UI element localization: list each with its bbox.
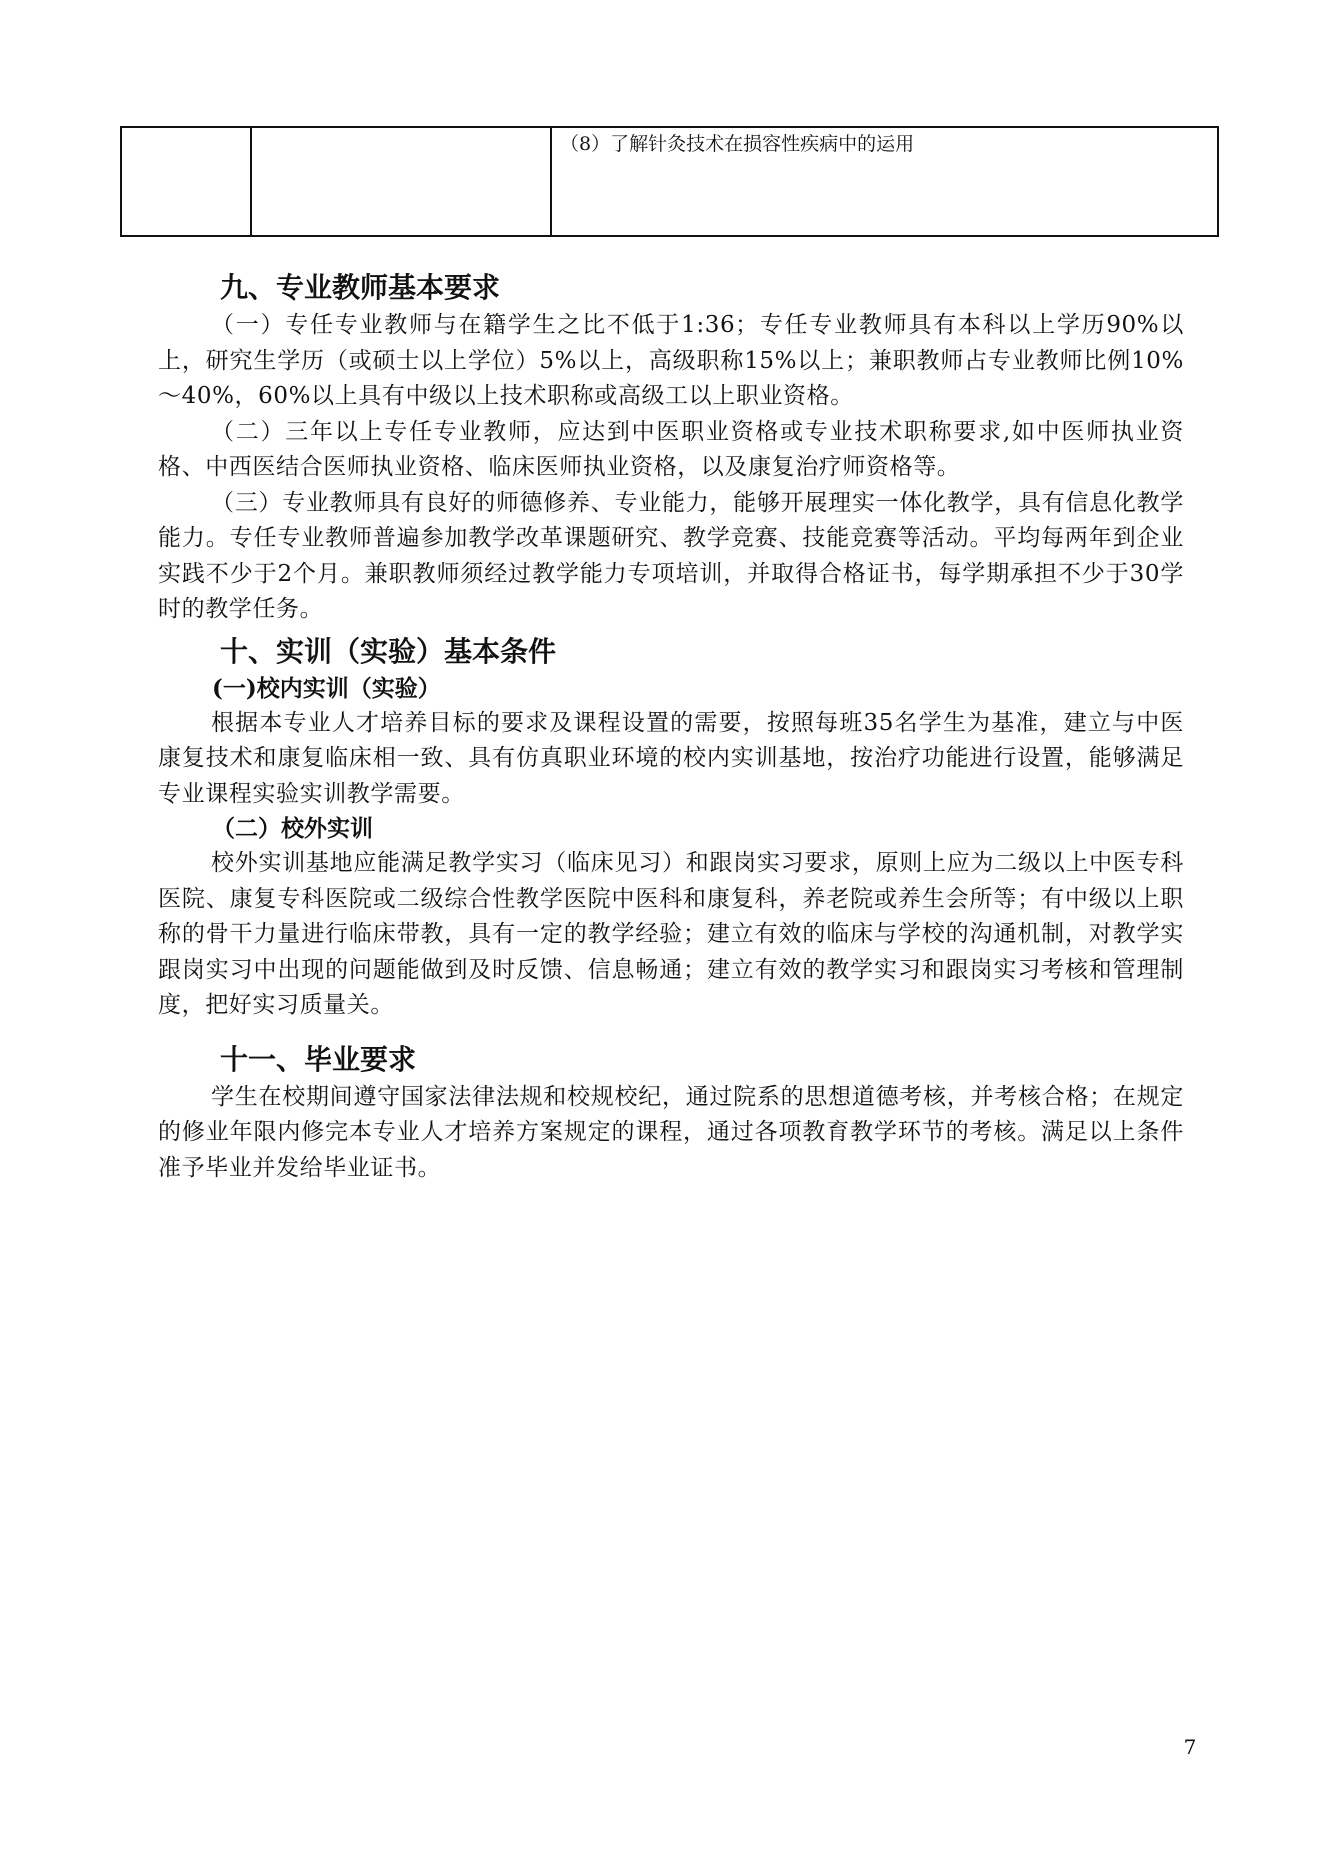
table-cell-empty	[121, 127, 251, 236]
course-table-fragment	[120, 126, 1219, 237]
subsection-heading-onsite: (一)校内实训（实验）	[212, 674, 441, 702]
paragraph: （二）三年以上专任专业教师，应达到中医职业资格或专业技术职称要求,如中医师执业资格、中西医结合医师执业资格、临床医师执业资格，以及康复治疗师资格等。	[158, 418, 1184, 480]
paragraph: （三）专业教师具有良好的师德修养、专业能力，能够开展理实一体化教学，具有信息化教学能力。专任专业教师普遍参加教学改革课题研究、教学竞赛、技能竞赛等活动。平均每两年到企业实践不少于2个月。兼职教师须经过教学能力专项培训，并取得合格证书，每学期承担不少于30学时的教学任务。	[158, 489, 1184, 622]
section-heading-graduation: 十一、毕业要求	[220, 1042, 417, 1076]
section-heading-teachers: 九、专业教师基本要求	[220, 271, 501, 304]
table-row	[121, 127, 1218, 236]
table-cell-text: （8）了解针灸技术在损容性疾病中的运用	[560, 133, 915, 155]
table-cell-empty	[251, 127, 551, 236]
page-number: 7	[1183, 1735, 1197, 1759]
section-heading-training: 十、实训（实验）基本条件	[220, 634, 557, 668]
subsection-heading-offsite: （二）校外实训	[212, 815, 373, 842]
paragraph: 根据本专业人才培养目标的要求及课程设置的需要，按照每班35名学生为基准，建立与中医康复技术和康复临床相一致、具有仿真职业环境的校内实训基地，按治疗功能进行设置，能够满足专业课程实验实训教学需要。	[158, 709, 1184, 807]
document-body	[158, 268, 1184, 1186]
paragraph: （一）专任专业教师与在籍学生之比不低于1:36；专任专业教师具有本科以上学历90%以上，研究生学历（或硕士以上学位）5%以上，高级职称15%以上；兼职教师占专业教师比例10%～40%，60%以上具有中级以上技术职称或高级工以上职业资格。	[158, 312, 1184, 409]
table-cell-content	[551, 127, 1218, 236]
paragraph: 校外实训基地应能满足教学实习（临床见习）和跟岗实习要求，原则上应为二级以上中医专科医院、康复专科医院或二级综合性教学医院中医科和康复科，养老院或养生会所等；有中级以上职称的骨干力量进行临床带教，具有一定的教学经验；建立有效的临床与学校的沟通机制，对教学实跟岗实习中出现的问题能做到及时反馈、信息畅通；建立有效的教学实习和跟岗实习考核和管理制度，把好实习质量关。	[158, 850, 1184, 1018]
paragraph: 学生在校期间遵守国家法律法规和校规校纪，通过院系的思想道德考核，并考核合格；在规定的修业年限内修完本专业人才培养方案规定的课程，通过各项教育教学环节的考核。满足以上条件准予毕业并发给毕业证书。	[158, 1083, 1184, 1181]
